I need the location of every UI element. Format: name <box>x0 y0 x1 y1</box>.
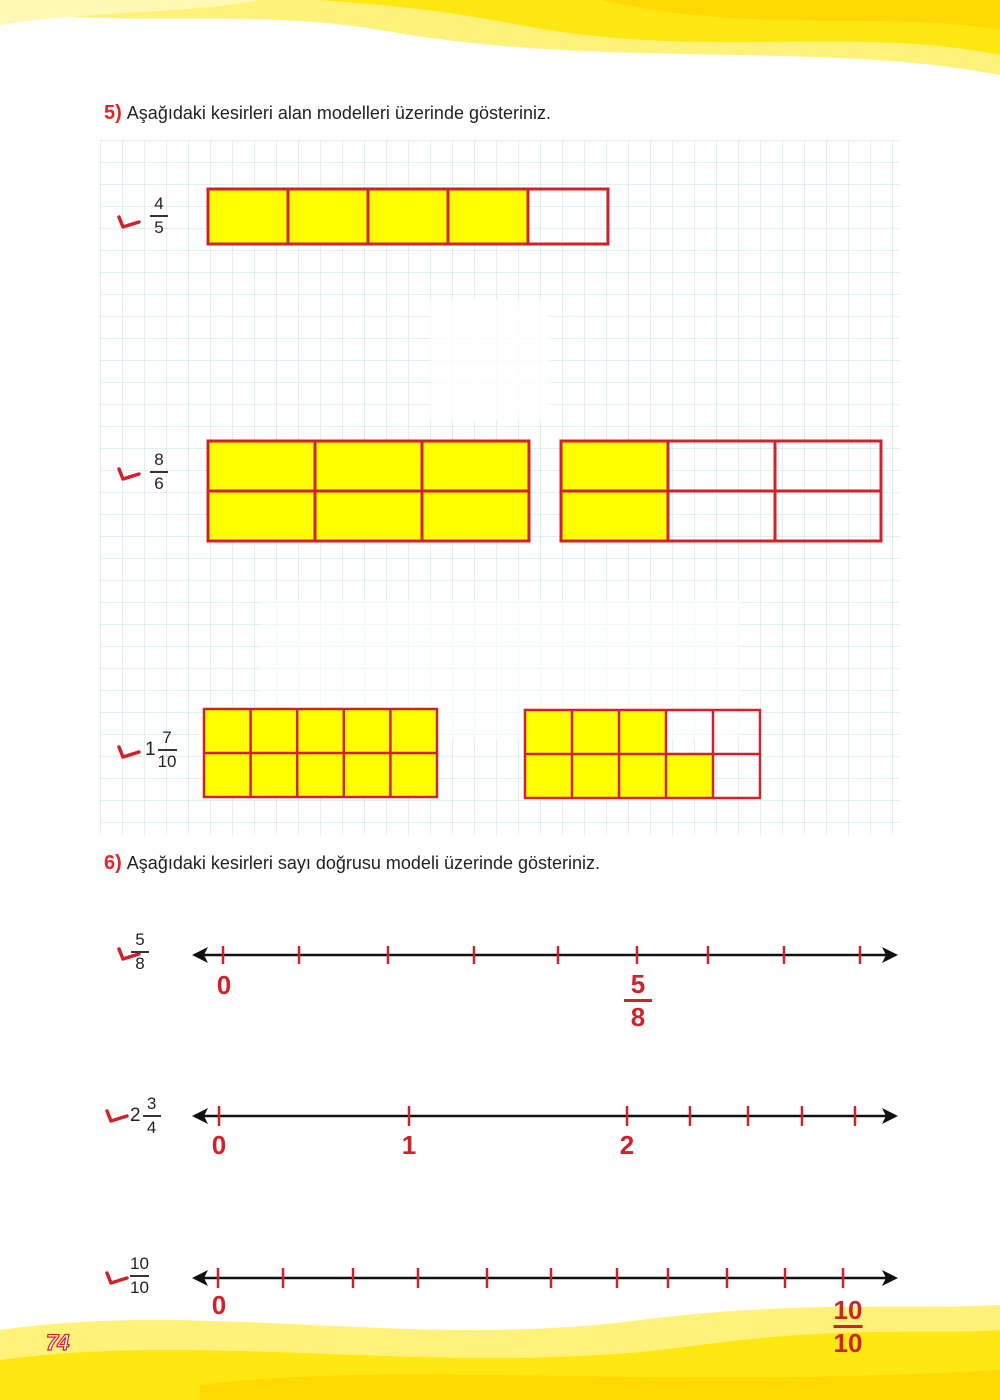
question-5-text: Aşağıdaki kesirleri alan modelleri üzerinde gösteriniz. <box>126 103 552 123</box>
label-denominator: 8 <box>630 1002 646 1032</box>
fraction-denominator: 4 <box>146 1117 157 1137</box>
area-model-8-6-part <box>558 438 886 546</box>
page-number: 74 <box>46 1330 69 1355</box>
fraction-denominator: 8 <box>135 953 145 973</box>
number-line-10-10 <box>190 1263 902 1293</box>
check-mark-icon <box>116 214 142 230</box>
question-6-title <box>104 852 600 875</box>
fraction-numerator: 3 <box>146 1094 157 1113</box>
area-model-1-7-10-part <box>522 707 764 802</box>
question-6-text: Aşağıdaki kesirleri sayı doğrusu modeli üzerinde gösteriniz. <box>126 853 601 873</box>
mixed-whole: 1 <box>145 738 156 760</box>
mixed-fraction-1-7-10 <box>145 728 177 772</box>
area-model-4-5 <box>205 186 615 248</box>
fraction-4-5 <box>150 194 168 238</box>
check-mark-icon <box>104 1270 130 1286</box>
check-mark-icon <box>116 744 142 760</box>
area-model-1-7-10-whole <box>201 706 441 801</box>
label-numerator: 10 <box>833 1295 863 1325</box>
fraction-numerator: 10 <box>130 1254 149 1273</box>
number-line-5-8 <box>190 940 902 970</box>
check-mark-icon <box>116 466 142 482</box>
fraction-denominator: 10 <box>130 1277 149 1297</box>
fraction-8-6 <box>150 450 168 494</box>
fraction-denominator: 5 <box>154 217 164 237</box>
number-line-two-label: 2 <box>619 1130 635 1160</box>
number-line-zero-label: 0 <box>211 1290 227 1320</box>
question-5-number: 5) <box>104 102 122 124</box>
fraction-numerator: 5 <box>135 930 145 949</box>
mixed-whole: 2 <box>130 1104 141 1126</box>
fraction-10-10 <box>130 1254 149 1298</box>
label-numerator: 5 <box>630 969 646 999</box>
fraction-numerator: 7 <box>162 728 172 747</box>
number-line-zero-label: 0 <box>211 1130 227 1160</box>
fraction-numerator: 8 <box>154 450 164 469</box>
mixed-fraction-2-3-4 <box>130 1094 161 1138</box>
fraction-denominator: 10 <box>157 751 177 771</box>
number-line-2-3-4 <box>190 1101 902 1131</box>
area-model-8-6-whole <box>205 438 535 546</box>
fraction-5-8 <box>131 930 149 974</box>
number-line-fraction-label <box>834 1296 863 1357</box>
number-line-one-label: 1 <box>401 1130 417 1160</box>
question-5-title <box>104 102 551 125</box>
label-denominator: 10 <box>833 1328 863 1358</box>
number-line-fraction-label <box>624 970 652 1031</box>
fraction-denominator: 6 <box>154 473 164 493</box>
number-line-zero-label: 0 <box>216 970 232 1000</box>
top-decoration <box>0 0 1000 110</box>
fraction-numerator: 4 <box>154 194 164 213</box>
question-6-number: 6) <box>104 852 122 874</box>
check-mark-icon <box>104 1108 130 1124</box>
